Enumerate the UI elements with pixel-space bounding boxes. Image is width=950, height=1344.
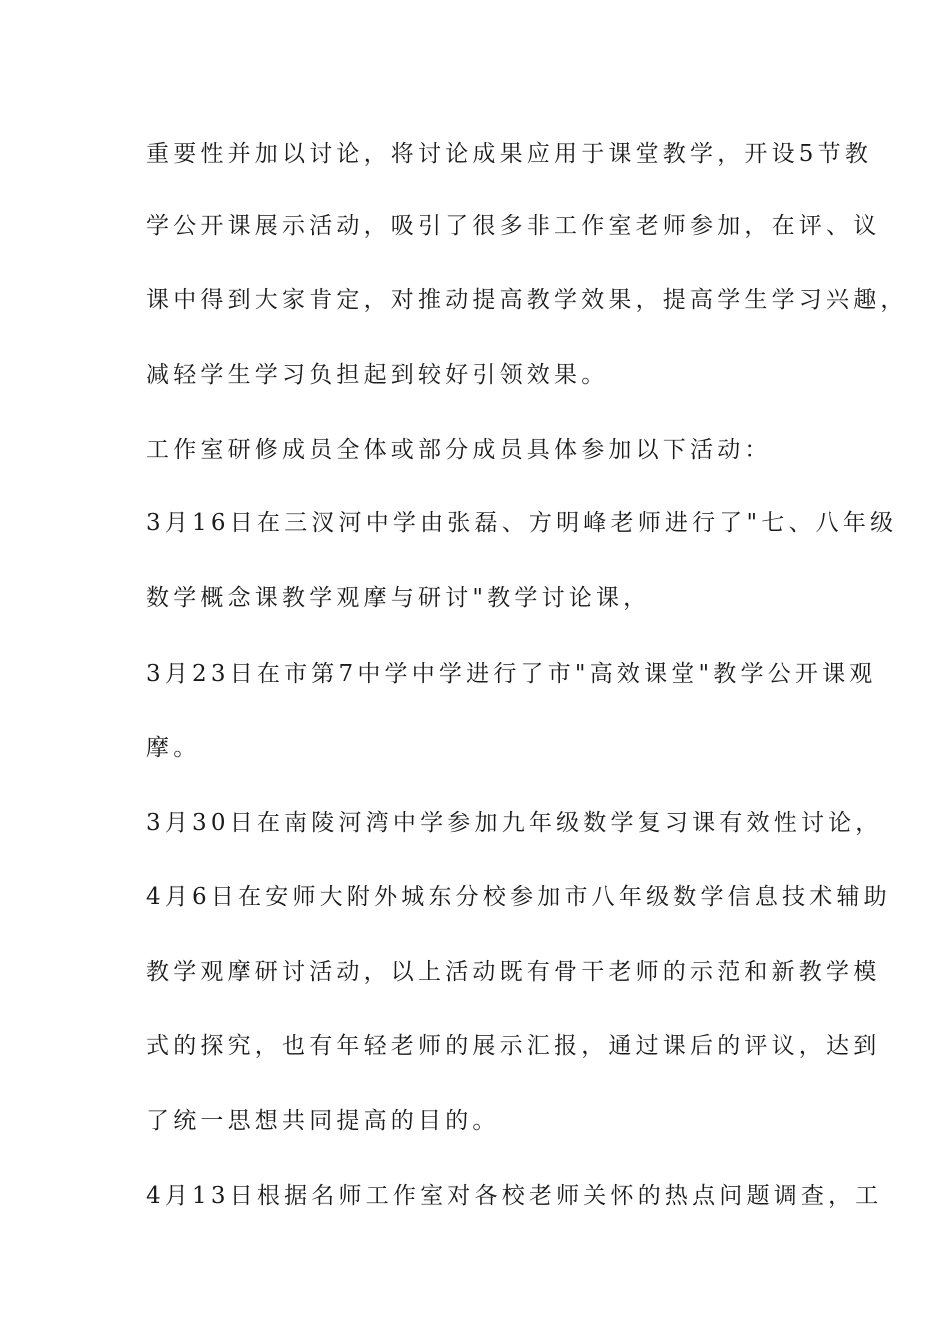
text-line-9: 摩。	[146, 735, 201, 761]
text-line-4: 减轻学生学习负担起到较好引领效果。	[146, 362, 609, 388]
text-line-3: 课中得到大家肯定，对推动提高教学效果，提高学生学习兴趣，	[146, 287, 908, 313]
text-line-6: 3月16日在三汊河中学由张磊、方明峰老师进行了"七、八年级	[146, 510, 898, 536]
text-line-2: 学公开课展示活动，吸引了很多非工作室老师参加，在评、议	[146, 213, 881, 239]
text-line-13: 式的探究，也有年轻老师的展示汇报，通过课后的评议，达到	[146, 1033, 881, 1059]
text-line-1: 重要性并加以讨论，将讨论成果应用于课堂教学，开设5节教	[146, 141, 873, 167]
text-line-15: 4月13日根据名师工作室对各校老师关怀的热点问题调查，工	[146, 1183, 883, 1209]
text-line-7: 数学概念课教学观摩与研讨"教学讨论课，	[146, 585, 651, 611]
text-line-10: 3月30日在南陵河湾中学参加九年级数学复习课有效性讨论，	[146, 810, 883, 836]
text-line-5: 工作室研修成员全体或部分成员具体参加以下活动：	[146, 437, 772, 463]
text-line-8: 3月23日在市第7中学中学进行了市"高效课堂"教学公开课观	[146, 661, 877, 687]
text-line-12: 教学观摩研讨活动，以上活动既有骨干老师的示范和新教学模	[146, 959, 881, 985]
text-line-11: 4月6日在安师大附外城东分校参加市八年级数学信息技术辅助	[146, 884, 891, 910]
text-line-14: 了统一思想共同提高的目的。	[146, 1108, 500, 1134]
